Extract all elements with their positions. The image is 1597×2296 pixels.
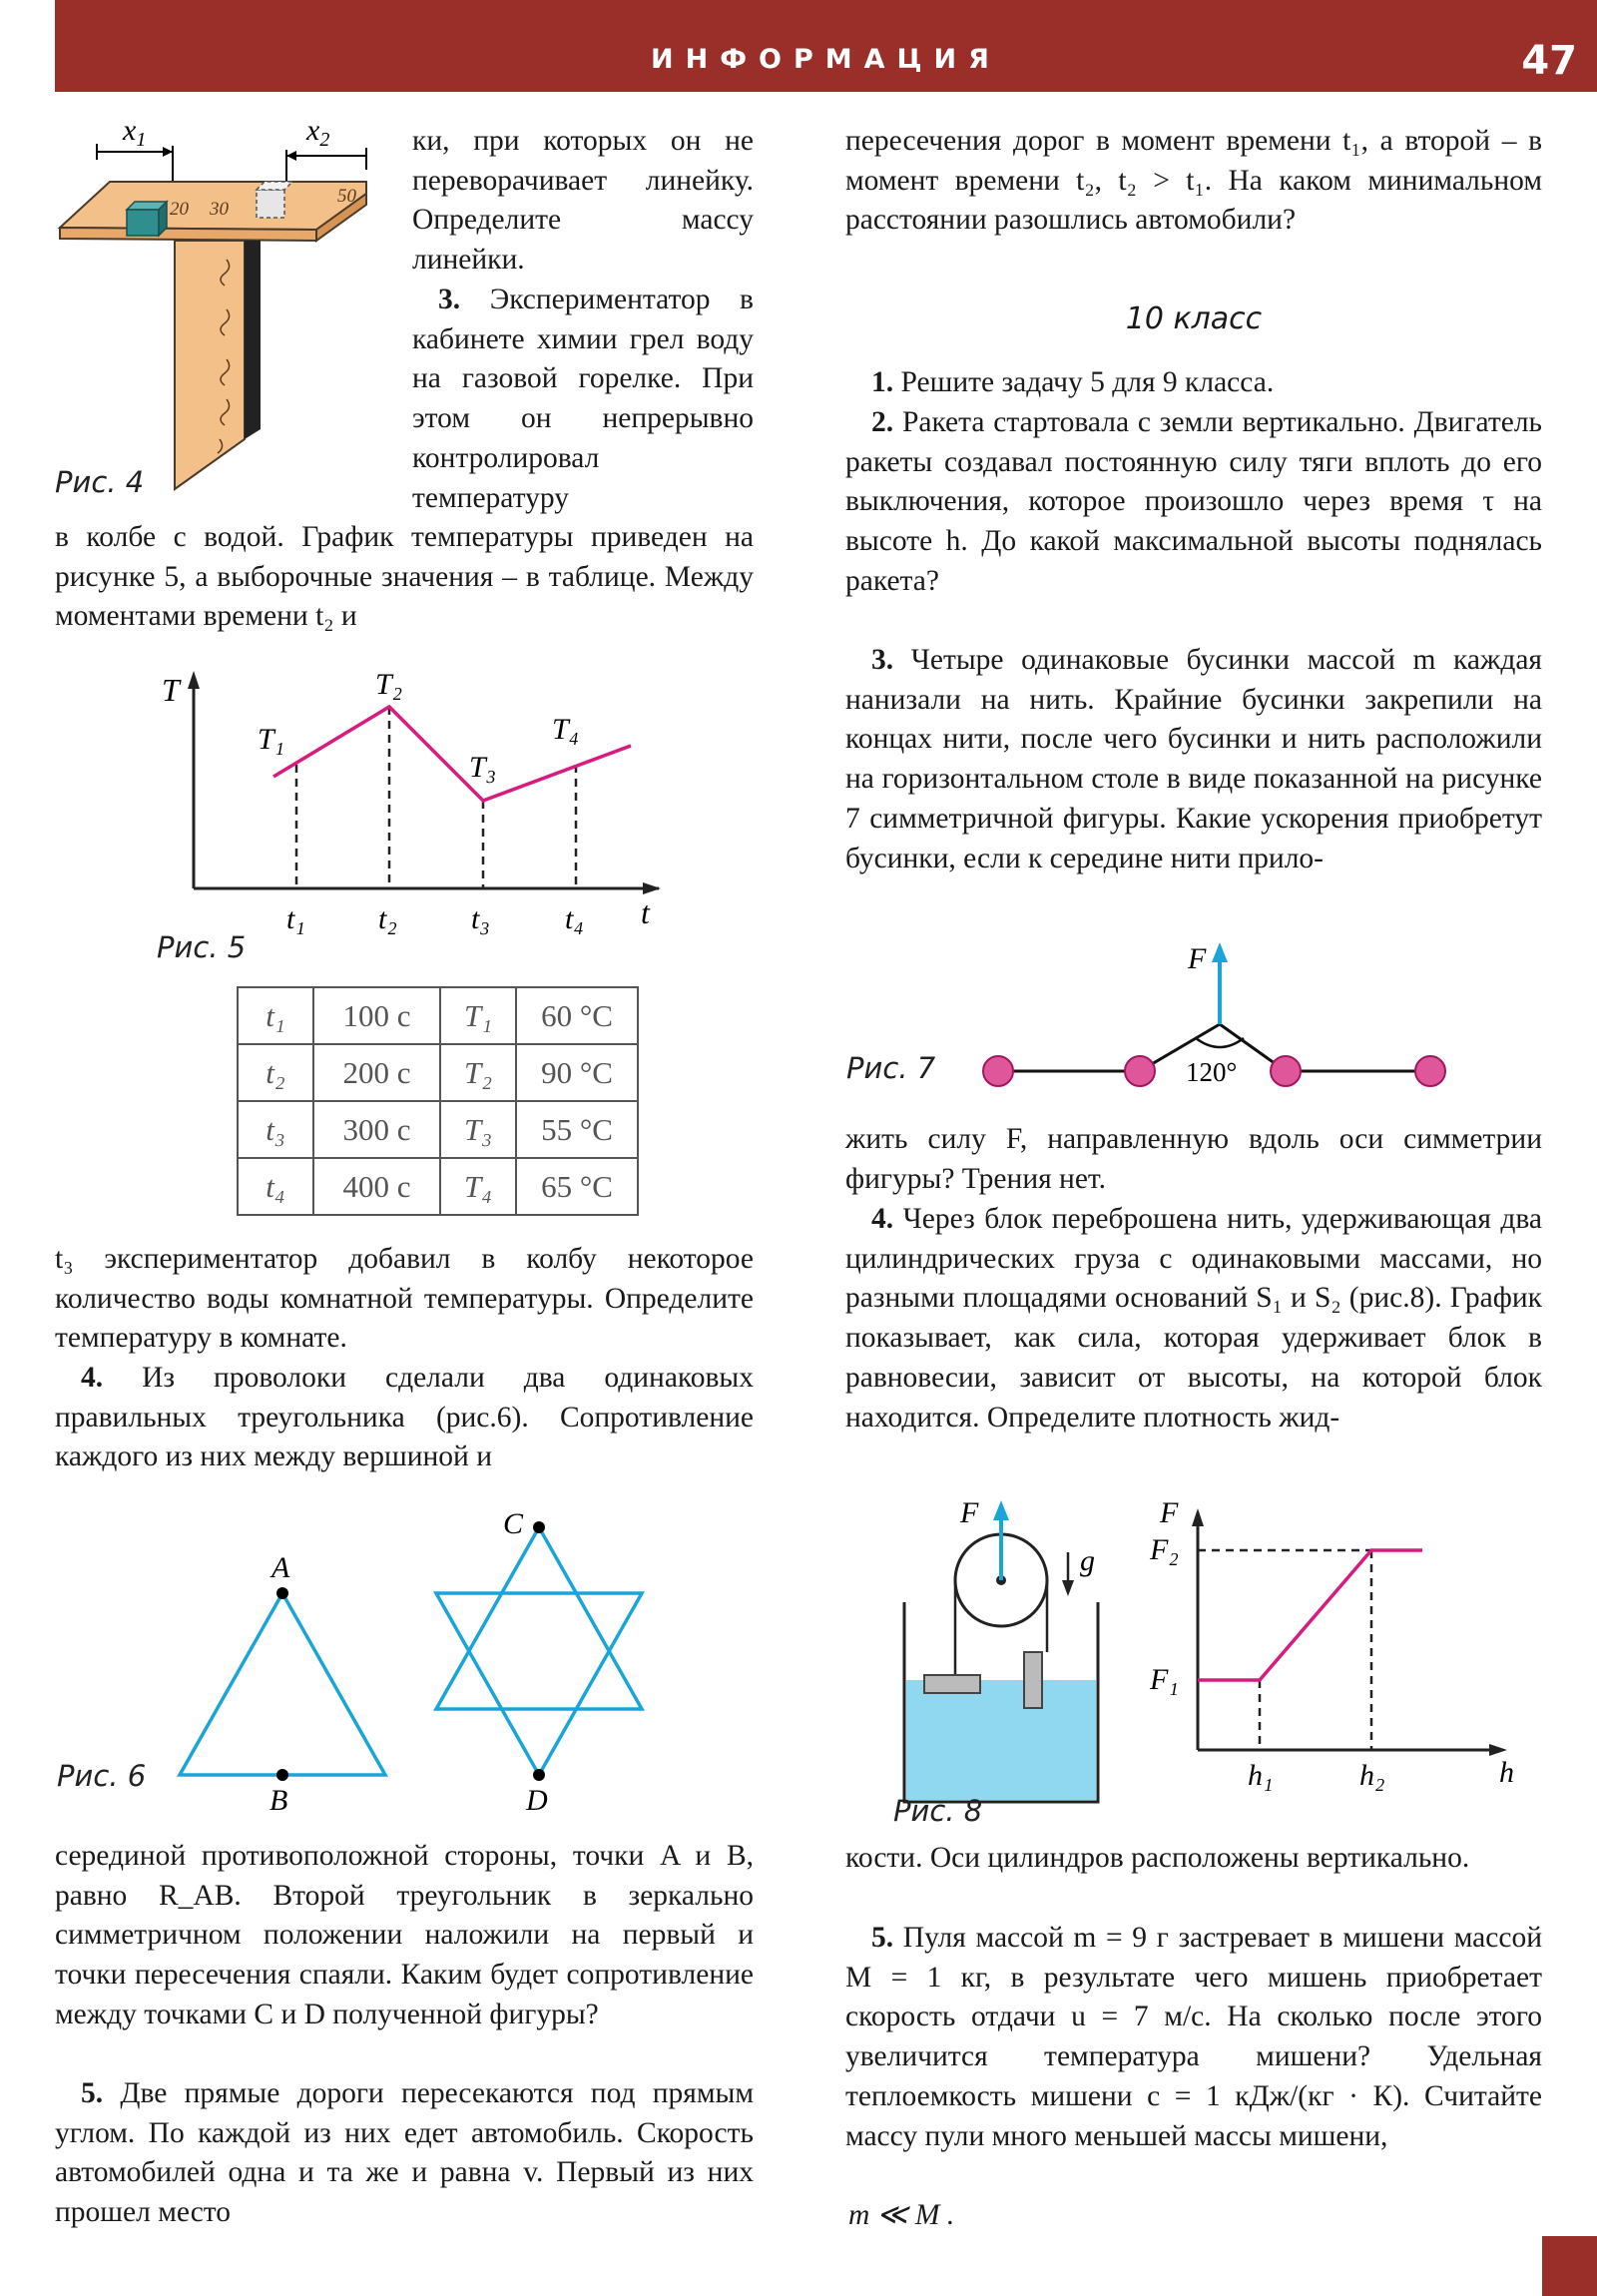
problem-3-number: 3. <box>438 284 461 315</box>
figure-7-caption: Рис. 7 <box>846 1051 936 1085</box>
grade-10-problem-4-part-b: кости. Оси цилиндров расположены вертикально. <box>845 1842 1470 1874</box>
figure-4-ruler <box>55 110 384 509</box>
figure-5-caption: Рис. 5 <box>157 930 247 964</box>
grade-10-problem-1: 1. Решите задачу 5 для 9 класса. <box>871 366 1275 398</box>
grade-10-problem-4-part-a: 4. Через блок переброшена нить, удерживающая два цилиндрических груза с одинаковыми массами, но разными площадями оснований S₁ и S₂ (рис.8). График показывает, как сила, которая удерживает блок в равновесии, зависит от высоты, на которой блок находится. Определите плотность жид- <box>845 1203 1543 1434</box>
svg-text:F₁: F₁ <box>1150 1663 1179 1696</box>
svg-text:B: B <box>269 1784 288 1817</box>
svg-text:20: 20 <box>170 199 189 220</box>
grade-10-heading: 10 класс <box>1125 301 1263 336</box>
table-row: t₄ 400 с T₄ 65 °С <box>238 1158 638 1215</box>
figure-4-caption: Рис. 4 <box>55 465 145 499</box>
table-row: t₂ 200 с T₂ 90 °С <box>238 1044 638 1101</box>
grade-10-problem-2: 2. Ракета стартовала с земли вертикально. Двигатель ракеты создавал постоянную силу тяги вплоть до его выключения, которое произошло через время τ на высоте h. До какой максимальной высоты поднялась ракета? <box>845 406 1542 597</box>
problem-3-part-c: t₃ экспериментатор добавил в колбу некоторое количество воды комнатной температуры. Определите температуру в комнате. <box>55 1243 754 1355</box>
problem-4-part-b: серединой противоположной стороны, точки A и B, равно R_AB. Второй треугольник в зеркально симметричном положении наложили на первый и точки пересечения спаяли. Каким будет сопротивление между точками C и D полученной фигуры? <box>55 1840 754 2030</box>
figure-8-caption: Рис. 8 <box>893 1794 983 1828</box>
table-row: t₁ 100 с T₁ 60 °С <box>238 987 638 1044</box>
svg-text:h₂: h₂ <box>1359 1759 1385 1792</box>
svg-text:x1: $x_1$ <box>123 114 147 151</box>
svg-text:h: h <box>1499 1756 1514 1789</box>
svg-text:F₂: F₂ <box>1150 1533 1179 1566</box>
figure-6-caption: Рис. 6 <box>57 1759 147 1793</box>
svg-text:D: D <box>526 1784 548 1817</box>
svg-text:T₃: T₃ <box>469 751 497 784</box>
svg-text:C: C <box>503 1507 524 1540</box>
svg-text:T: T <box>162 672 180 708</box>
svg-text:t₂: t₂ <box>378 902 397 935</box>
star-triangle-up <box>436 1527 642 1709</box>
svg-text:120°: 120° <box>1186 1057 1238 1087</box>
svg-text:t₁: t₁ <box>286 902 305 935</box>
grade-10-problem-5: 5. Пуля массой m = 9 г застревает в мишени массой M = 1 кг, в результате чего мишень приобретает скорость отдачи u = 7 м/с. На сколько после этого увеличится температура мишени? Удельная теплоемкость мишени c = 1 кДж/(кг · К). Считайте массу пули много меньшей массы мишени, <box>845 1922 1543 2152</box>
svg-text:x2: $x_2$ <box>306 114 330 151</box>
problem-4-number: 4. <box>81 1362 104 1394</box>
figure-7-beads <box>958 938 1477 1118</box>
svg-text:F: F <box>960 1496 979 1529</box>
problem-5-part-a: 5. Две прямые дороги пересекаются под прямым углом. По каждой из них едет автомобиль. Скорость автомобилей одна и та же и равна v. Первый из них прошел место <box>55 2077 754 2229</box>
svg-text:F: F <box>1188 942 1207 975</box>
svg-text:F: F <box>1160 1496 1179 1529</box>
grade-10-problem-3-part-b: жить силу F, направленную вдоль оси симметрии фигуры? Трения нет. <box>845 1123 1542 1195</box>
star-triangle-down <box>436 1593 642 1775</box>
page-number: 47 <box>1521 38 1577 84</box>
svg-text:A: A <box>271 1551 290 1584</box>
svg-text:g: g <box>1080 1544 1095 1577</box>
svg-text:T₄: T₄ <box>552 713 580 746</box>
grade-10-problem-5-end: m ≪ M . <box>848 2199 955 2231</box>
grade-10-problem-3-part-a: 3. Четыре одинаковые бусинки массой m каждая нанизали на нить. Крайние бусинки закрепили на концах нити, после чего бусинки и нить расположили на горизонтальном столе в виде показанной на рисунке 7 симметричной фигуры. Какие ускорения приобретут бусинки, если к середине нити прило- <box>845 644 1542 874</box>
svg-text:t₃: t₃ <box>471 902 490 935</box>
svg-text:t₄: t₄ <box>565 902 584 935</box>
problem-3-part-a: 3. Экспериментатор в кабинете химии грел воду на газовой горелке. При этом он непрерывно контролировал температуру <box>412 284 754 514</box>
section-title: ИНФОРМАЦИЯ <box>651 44 1001 75</box>
svg-text:T₂: T₂ <box>375 668 403 701</box>
page-corner-tab <box>1542 2236 1597 2296</box>
figure-5-temperature-graph <box>150 659 669 958</box>
single-triangle <box>180 1593 385 1775</box>
svg-text:T₁: T₁ <box>258 723 285 756</box>
figure-8-pulley-and-graph <box>888 1492 1547 1822</box>
problem-3-part-b: в колбе с водой. График температуры приведен на рисунке 5, а выборочные значения – в таблице. Между моментами времени t₂ и <box>55 521 754 633</box>
problem-5-continued: пересечения дорог в момент времени t₁, а второй – в момент времени t₂, t₂ > t₁. На каком минимальном расстоянии разошлись автомобили? <box>845 125 1542 237</box>
table-row: t₃ 300 с T₃ 55 °С <box>238 1101 638 1158</box>
header-bar <box>55 0 1597 92</box>
svg-text:t: t <box>641 894 650 930</box>
figure-6-triangles <box>150 1497 669 1827</box>
force-height-line <box>1198 1550 1422 1680</box>
problem-4-part-a: 4. Из проволоки сделали два одинаковых правильных треугольника (рис.6). Сопротивление каждого из них между вершиной и <box>55 1362 755 1473</box>
temperature-table <box>237 986 639 1216</box>
svg-text:h₁: h₁ <box>1248 1759 1274 1792</box>
svg-text:50: 50 <box>337 186 356 207</box>
intro-paragraph: ки, при которых он не переворачивает линейку. Определите массу линейки. <box>412 125 754 277</box>
svg-text:30: 30 <box>210 199 229 220</box>
problem-5-number: 5. <box>81 2077 104 2109</box>
